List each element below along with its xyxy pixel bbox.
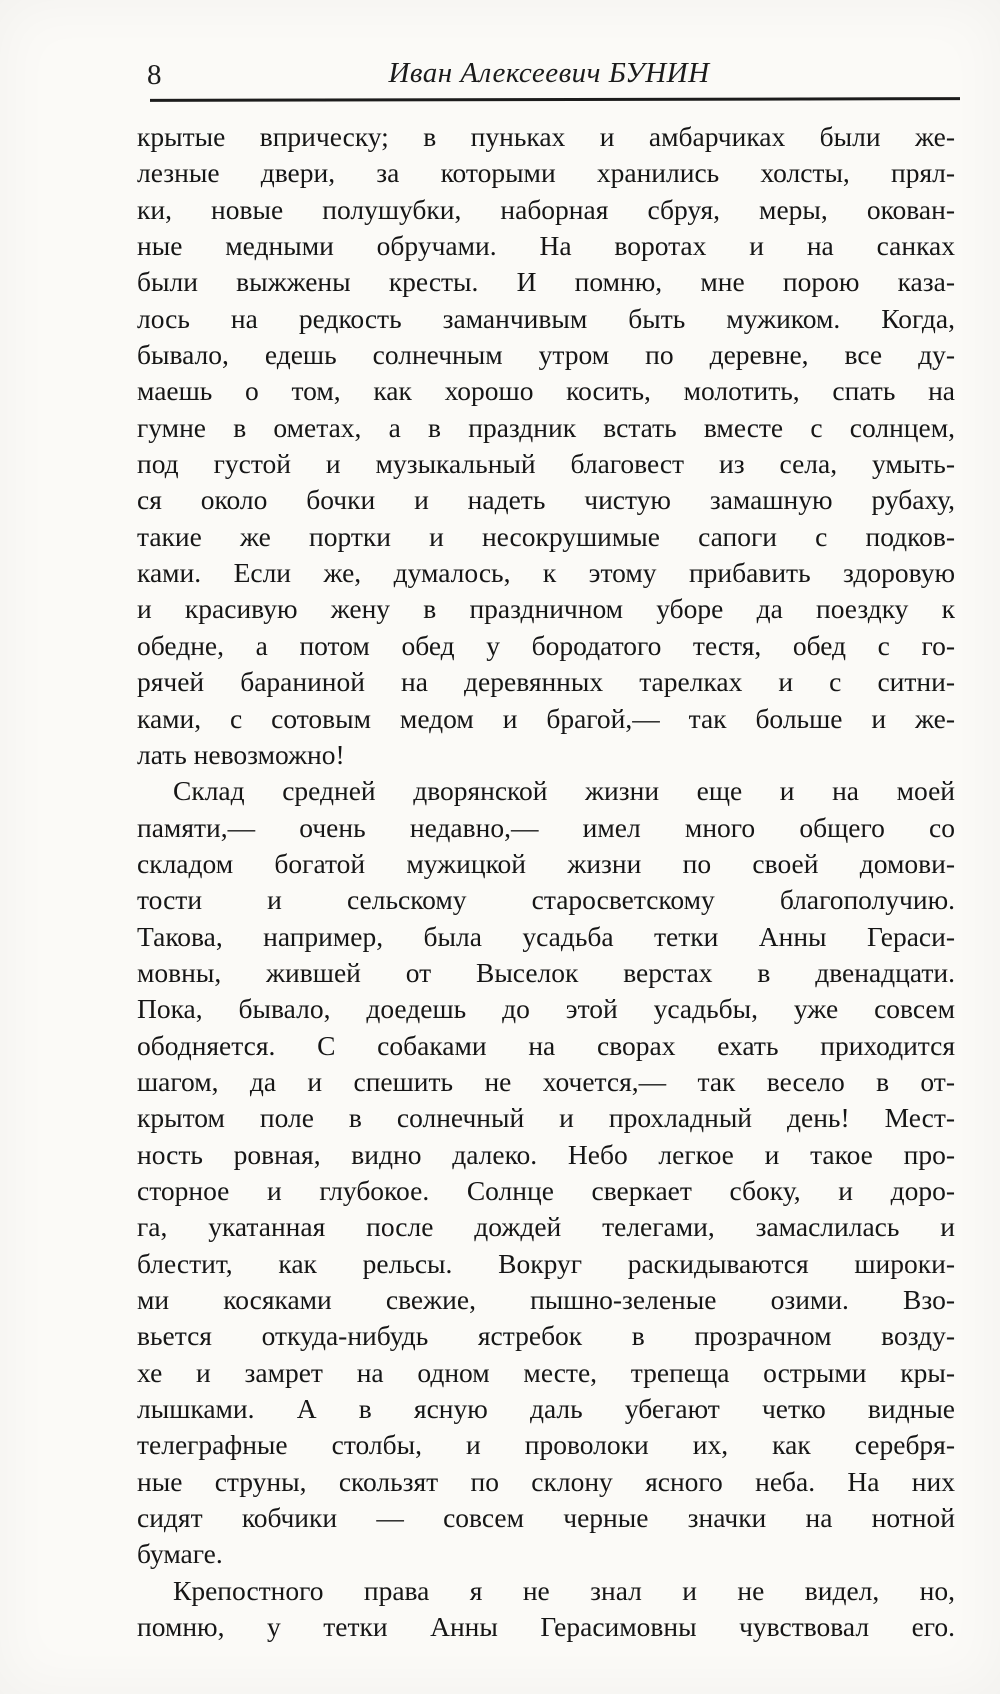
text-line: складом богатой мужицкой жизни по своей домови- xyxy=(137,847,955,879)
text-line: Крепостного права я не знал и не видел, но, xyxy=(173,1574,955,1606)
text-line: обедне, а потом обед у бородатого тестя, обед с го- xyxy=(137,629,955,661)
text-line: шагом, да и спешить не хочется,— так весело в от- xyxy=(137,1065,955,1097)
text-line: ками, с сотовым медом и брагой,— так больше и же- xyxy=(137,702,955,734)
text-line: ободняется. С собаками на сворах ехать приходится xyxy=(137,1029,955,1061)
text-line: Склад средней дворянской жизни еще и на моей xyxy=(173,775,955,807)
text-line: ками. Если же, думалось, к этому прибавить здоровую xyxy=(137,557,955,589)
text-line: бывало, едешь солнечным утром по деревне, все ду- xyxy=(137,339,955,371)
text-line: бумаге. xyxy=(137,1538,223,1570)
text-line: лось на редкость заманчивым быть мужиком. Когда, xyxy=(137,302,955,334)
text-line: лышками. А в ясную даль убегают четко видные xyxy=(137,1393,955,1425)
page-body xyxy=(137,119,955,1645)
text-line: ные медными обручами. На воротах и на санках xyxy=(137,230,955,262)
page-number: 8 xyxy=(147,59,162,91)
text-line: такие же портки и несокрушимые сапоги с подков- xyxy=(137,520,955,552)
text-line: помню, у тетки Анны Герасимовны чувствовал его. xyxy=(137,1611,955,1643)
text-line: маешь о том, как хорошо косить, молотить, спать на xyxy=(137,375,955,407)
text-line: лать невозможно! xyxy=(137,738,345,770)
text-line: Пока, бывало, доедешь до этой усадьбы, уже совсем xyxy=(137,993,955,1025)
text-line: Такова, например, была усадьба тетки Анны Гераси- xyxy=(137,920,955,952)
text-line: сторное и глубокое. Солнце сверкает сбоку, и доро- xyxy=(137,1174,955,1206)
text-line: ность ровная, видно далеко. Небо легкое и такое про- xyxy=(137,1138,955,1170)
text-line: рячей бараниной на деревянных тарелках и с ситни- xyxy=(137,666,955,698)
text-line: гумне в ометах, а в праздник встать вместе с солнцем, xyxy=(137,411,955,443)
text-line: были выжжены кресты. И помню, мне порою каза- xyxy=(137,266,955,298)
header-rule xyxy=(150,97,960,102)
text-line: ми косяками свежие, пышно-зеленые озими. Взо- xyxy=(137,1284,955,1315)
text-line: ки, новые полушубки, наборная сбруя, меры, окован- xyxy=(137,193,955,225)
text-line: блестит, как рельсы. Вокруг раскидываются широки- xyxy=(137,1247,955,1279)
text-line: вьется откуда-нибудь ястребок в прозрачном возду- xyxy=(137,1320,955,1352)
text-line: ные струны, скользят по склону ясного неба. На них xyxy=(137,1465,955,1497)
text-line: хе и замрет на одном месте, трепеща острыми кры- xyxy=(137,1356,955,1388)
text-line: памяти,— очень недавно,— имел много общего со xyxy=(137,811,955,843)
text-line: крытые вприческу; в пуньках и амбарчиках были же- xyxy=(137,121,955,152)
text-line: лезные двери, за которыми хранились холсты, прял- xyxy=(137,157,955,189)
text-line: тости и сельскому старосветскому благополучию. xyxy=(137,884,955,916)
text-line: и красивую жену в праздничном уборе да поездку к xyxy=(137,593,955,625)
text-line: ся около бочки и надеть чистую замашную рубаху, xyxy=(137,484,955,516)
text-line: под густой и музыкальный благовест из села, умыть- xyxy=(137,448,955,480)
running-title: Иван Алексеевич БУНИН xyxy=(388,57,710,89)
text-line: сидят кобчики — совсем черные значки на нотной xyxy=(137,1502,955,1534)
text-line: га, укатанная после дождей телегами, замаслилась и xyxy=(137,1211,955,1243)
text-line: телеграфные столбы, и проволоки их, как серебря- xyxy=(137,1429,955,1461)
text-line: мовны, жившей от Выселок верстах в двенадцати. xyxy=(137,956,955,988)
text-line: крытом поле в солнечный и прохладный день! Мест- xyxy=(137,1102,955,1134)
